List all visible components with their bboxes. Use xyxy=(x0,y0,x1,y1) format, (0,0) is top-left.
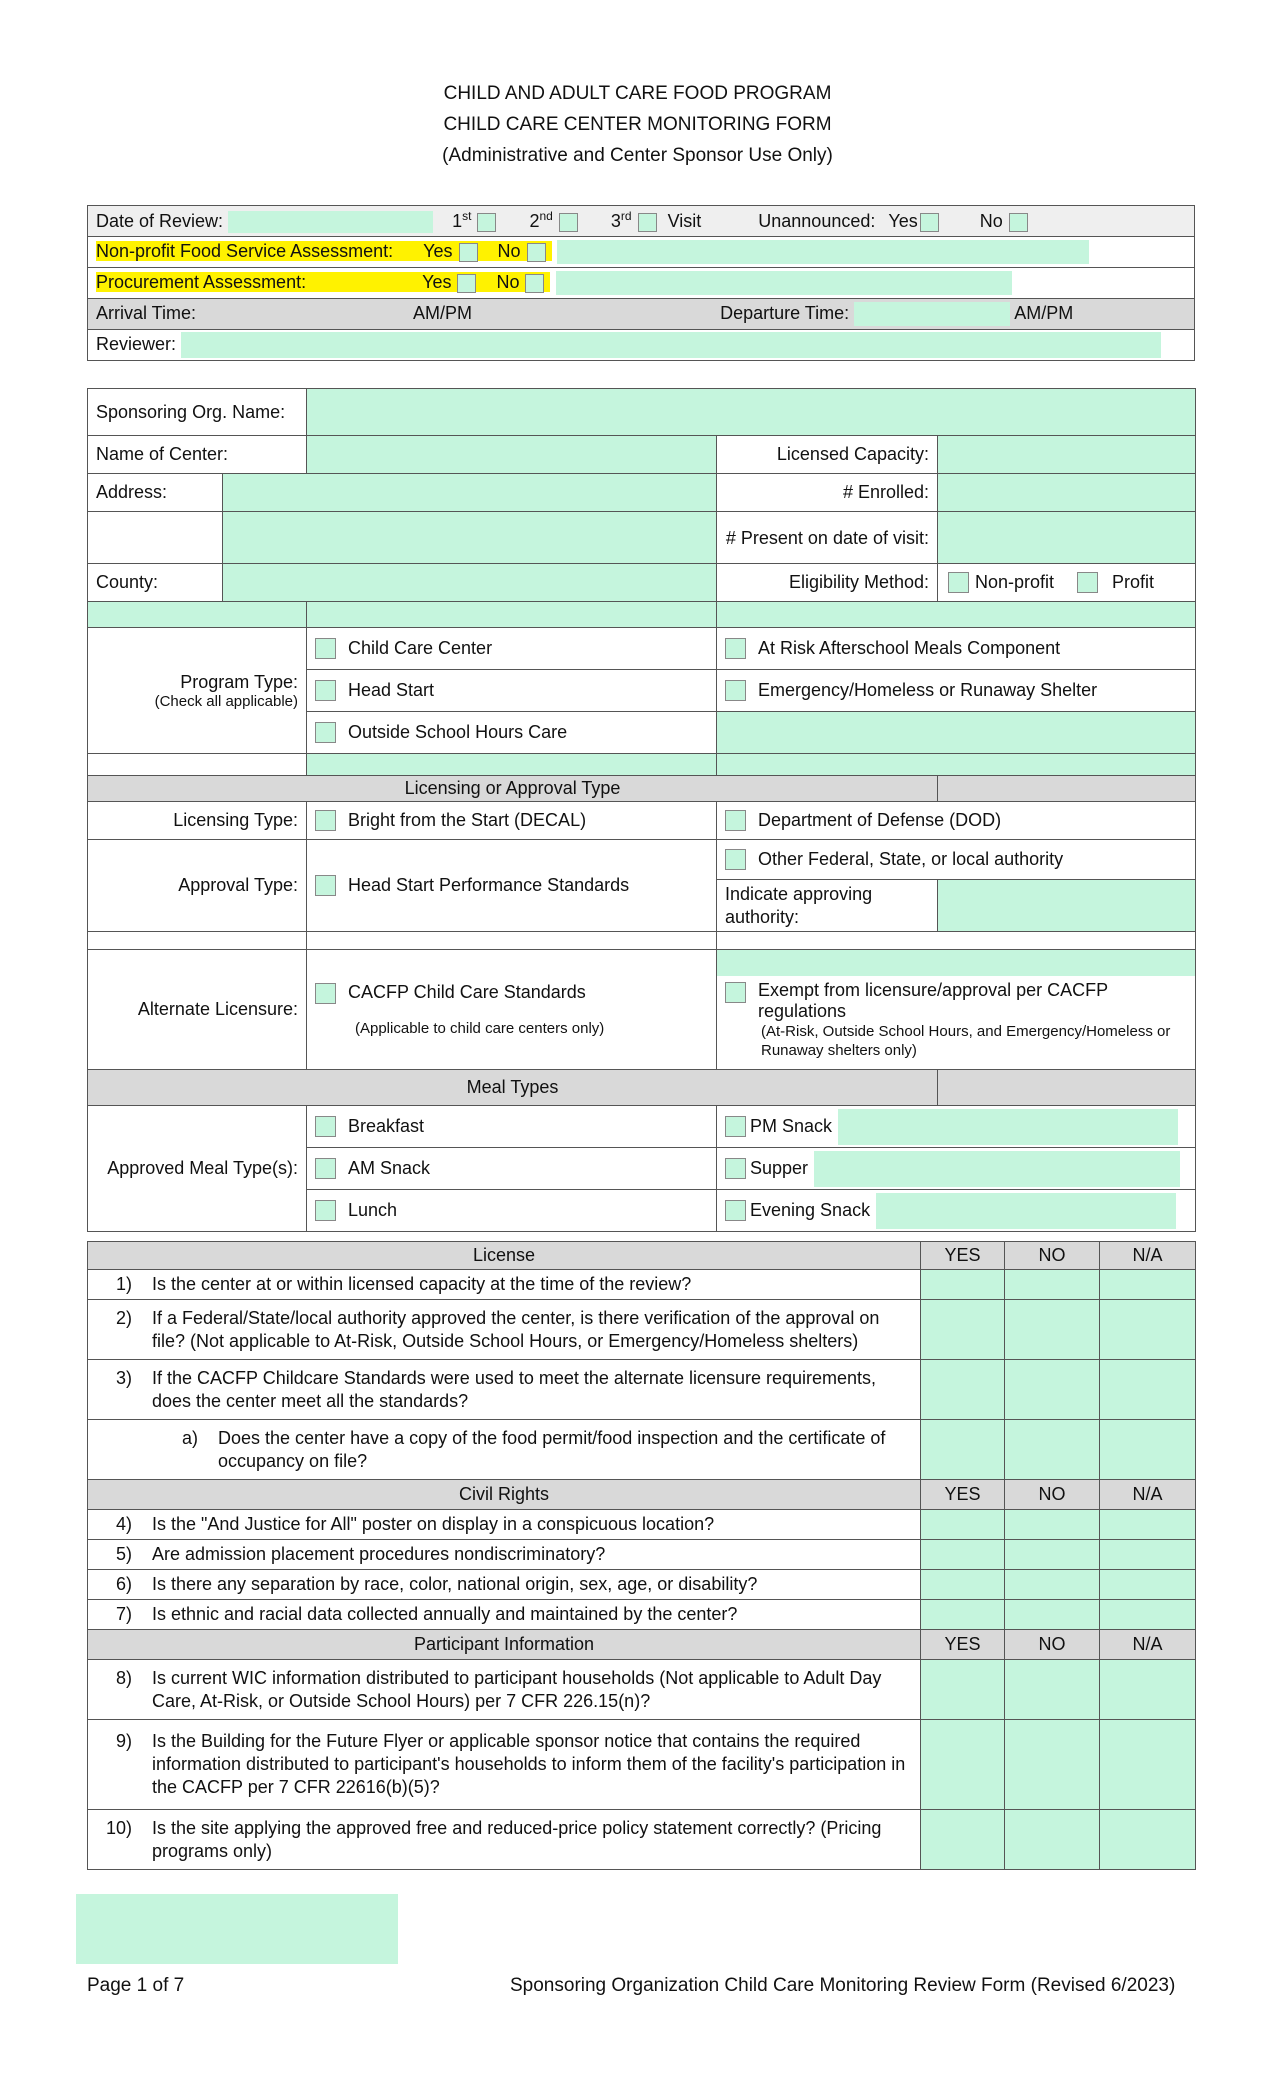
visit-1-label: 1st xyxy=(452,208,472,231)
spacer-row-2 xyxy=(88,754,1196,776)
pm-snack-option xyxy=(717,1106,1196,1148)
q2-na[interactable] xyxy=(1100,1300,1196,1360)
question-number: 6) xyxy=(115,1574,132,1594)
indicate-authority-field[interactable] xyxy=(938,880,1196,932)
spacer-row-3 xyxy=(88,932,1196,950)
nonprofit-option-label: Non-profit xyxy=(975,571,1055,592)
procurement-assessment-label: Procurement Assessment: Yes No xyxy=(96,272,550,292)
q1-yes[interactable] xyxy=(921,1270,1005,1300)
question-text: Is the "And Justice for All" poster on display in a conspicuous location? xyxy=(152,1514,715,1534)
lunch-checkbox[interactable] xyxy=(315,1200,336,1221)
reviewer-field[interactable] xyxy=(181,332,1161,358)
program-row-1 xyxy=(88,628,1196,670)
civil-rights-section-header xyxy=(88,1480,1196,1510)
question-text: If the CACFP Childcare Standards were used to meet the alternate licensure requirements, does the center meet all the standards? xyxy=(152,1367,877,1411)
evening-snack-checkbox[interactable] xyxy=(725,1200,746,1221)
procurement-assessment-field[interactable] xyxy=(556,271,1012,295)
question-text: Is there any separation by race, color, national origin, sex, age, or disability? xyxy=(152,1574,758,1594)
county-row xyxy=(88,564,1196,602)
enrolled-field[interactable] xyxy=(938,474,1196,512)
question-number: 2) xyxy=(115,1307,132,1328)
cacfp-standards-note: (Applicable to child care centers only) xyxy=(355,1019,605,1037)
na-column-header: N/A xyxy=(1100,1242,1196,1270)
visit-3-label: 3rd xyxy=(610,208,632,231)
q3a-no[interactable] xyxy=(1005,1420,1100,1480)
spacer-cell xyxy=(307,602,717,628)
yes-column-header: YES xyxy=(921,1242,1005,1270)
question-text: Does the center have a copy of the food permit/food inspection and the certificate of occupancy on file? xyxy=(218,1427,886,1471)
head-start-label: Head Start xyxy=(348,679,435,700)
exempt-note: (At-Risk, Outside School Hours, and Emergency/Homeless or Runaway shelters only) xyxy=(761,1023,1171,1059)
q6-yes[interactable] xyxy=(921,1570,1005,1600)
spacer-row-1 xyxy=(88,602,1196,628)
licensing-section-title: Licensing or Approval Type xyxy=(88,776,938,802)
no-column-header: NO xyxy=(1005,1630,1100,1660)
q4-no[interactable] xyxy=(1005,1510,1100,1540)
question-text: Is the center at or within licensed capacity at the time of the review? xyxy=(152,1274,692,1294)
lunch-option xyxy=(307,1190,717,1232)
reviewer-row xyxy=(88,330,1195,361)
date-of-review-row xyxy=(88,206,1195,237)
supper-option xyxy=(717,1148,1196,1190)
q2-no[interactable] xyxy=(1005,1300,1100,1360)
dod-label: Department of Defense (DOD) xyxy=(758,809,1002,830)
q7-no[interactable] xyxy=(1005,1600,1100,1630)
departure-time-field[interactable] xyxy=(854,302,1010,326)
meal-section-header xyxy=(88,1070,1196,1106)
q9-yes[interactable] xyxy=(921,1720,1005,1810)
procurement-no-checkbox[interactable] xyxy=(525,274,544,293)
q6-no[interactable] xyxy=(1005,1570,1100,1600)
eligibility-options xyxy=(938,564,1196,602)
pm-snack-field[interactable] xyxy=(838,1109,1178,1145)
meal-row-1 xyxy=(88,1106,1196,1148)
unannounced-no-checkbox[interactable] xyxy=(1009,213,1028,232)
question-row xyxy=(88,1360,1196,1420)
q10-na[interactable] xyxy=(1100,1810,1196,1870)
question-row xyxy=(88,1570,1196,1600)
q6-na[interactable] xyxy=(1100,1570,1196,1600)
header-program-title: CHILD AND ADULT CARE FOOD PROGRAM xyxy=(443,83,832,104)
question-text: Is the site applying the approved free and reduced-price policy statement correctly? (Pricing programs only) xyxy=(152,1817,882,1861)
lunch-label: Lunch xyxy=(348,1199,398,1220)
exempt-option xyxy=(717,950,1196,1070)
q1-na[interactable] xyxy=(1100,1270,1196,1300)
address-blank-cell xyxy=(88,512,223,564)
bright-option xyxy=(307,802,717,840)
at-risk-option xyxy=(717,628,1196,670)
q9-no[interactable] xyxy=(1005,1720,1100,1810)
alternate-licensure-label: Alternate Licensure: xyxy=(88,950,307,1070)
bright-label: Bright from the Start (DECAL) xyxy=(348,809,587,830)
breakfast-option xyxy=(307,1106,717,1148)
q3a-na[interactable] xyxy=(1100,1420,1196,1480)
nonprofit-assessment-row xyxy=(88,237,1195,268)
departure-time-label: Departure Time: xyxy=(720,302,850,323)
question-number: 8) xyxy=(115,1667,132,1688)
q3-no[interactable] xyxy=(1005,1360,1100,1420)
approved-meal-label: Approved Meal Type(s): xyxy=(88,1106,307,1232)
procurement-yes-checkbox[interactable] xyxy=(457,274,476,293)
supper-label: Supper xyxy=(750,1157,809,1178)
visit-1-checkbox[interactable] xyxy=(477,213,496,232)
evening-snack-field[interactable] xyxy=(876,1193,1176,1229)
head-start-checkbox[interactable] xyxy=(315,680,336,701)
licensing-section-header xyxy=(88,776,1196,802)
question-row xyxy=(88,1660,1196,1720)
date-of-review-field[interactable] xyxy=(228,211,433,233)
q5-na[interactable] xyxy=(1100,1540,1196,1570)
q2-yes[interactable] xyxy=(921,1300,1005,1360)
unannounced-no-label: No xyxy=(979,210,1003,231)
q8-yes[interactable] xyxy=(921,1660,1005,1720)
program-extra-field[interactable] xyxy=(717,712,1196,754)
question-number: 4) xyxy=(115,1514,132,1534)
breakfast-label: Breakfast xyxy=(348,1115,425,1136)
program-type-label-cell xyxy=(88,628,307,754)
civil-rights-section-title: Civil Rights xyxy=(88,1480,921,1510)
q8-na[interactable] xyxy=(1100,1660,1196,1720)
q5-no[interactable] xyxy=(1005,1540,1100,1570)
spacer-cell xyxy=(307,932,717,950)
eligibility-method-label: Eligibility Method: xyxy=(717,564,938,602)
breakfast-checkbox[interactable] xyxy=(315,1116,336,1137)
reviewer-label: Reviewer: xyxy=(96,333,177,354)
sponsor-name-label: Sponsoring Org. Name: xyxy=(88,389,307,436)
q5-yes[interactable] xyxy=(921,1540,1005,1570)
outside-school-checkbox[interactable] xyxy=(315,722,336,743)
center-name-label: Name of Center: xyxy=(88,436,307,474)
sponsor-name-field[interactable] xyxy=(307,389,1196,436)
at-risk-checkbox[interactable] xyxy=(725,638,746,659)
am-snack-checkbox[interactable] xyxy=(315,1158,336,1179)
question-number: 5) xyxy=(115,1544,132,1564)
q8-no[interactable] xyxy=(1005,1660,1100,1720)
q10-no[interactable] xyxy=(1005,1810,1100,1870)
questions-table xyxy=(87,1241,1196,1870)
spacer-field-1[interactable] xyxy=(88,602,307,628)
nonprofit-no-checkbox[interactable] xyxy=(527,243,546,262)
licensed-capacity-field[interactable] xyxy=(938,436,1196,474)
participant-section-header xyxy=(88,1630,1196,1660)
exempt-label: Exempt from licensure/approval per CACFP regulations xyxy=(758,980,1108,1021)
spacer-cell xyxy=(88,754,307,776)
meal-section-title: Meal Types xyxy=(88,1070,938,1106)
visit-3-checkbox[interactable] xyxy=(638,213,657,232)
present-field[interactable] xyxy=(938,512,1196,564)
program-type-label: Program Type: xyxy=(180,671,298,692)
head-start-standards-label: Head Start Performance Standards xyxy=(348,874,630,895)
nonprofit-assessment-field[interactable] xyxy=(557,240,1089,264)
other-authority-label: Other Federal, State, or local authority xyxy=(758,848,1064,869)
question-number: 1) xyxy=(115,1274,132,1294)
center-info-table xyxy=(87,388,1196,1232)
form-header xyxy=(0,78,1275,171)
unannounced-yes-checkbox[interactable] xyxy=(920,213,939,232)
indicate-authority-label: Indicate approving authority: xyxy=(717,880,938,932)
pm-snack-label: PM Snack xyxy=(750,1115,833,1136)
other-authority-option xyxy=(717,840,1196,880)
head-start-option xyxy=(307,670,717,712)
date-of-review-label: Date of Review: xyxy=(96,210,224,231)
unannounced-label: Unannounced: xyxy=(758,210,876,231)
page-number: Page 1 of 7 xyxy=(87,1975,185,1996)
evening-snack-label: Evening Snack xyxy=(750,1199,871,1220)
visit-2-checkbox[interactable] xyxy=(559,213,578,232)
no-column-header: NO xyxy=(1005,1242,1100,1270)
review-info-table xyxy=(87,205,1195,361)
question-number: a) xyxy=(181,1427,198,1448)
question-row xyxy=(88,1510,1196,1540)
center-name-field[interactable] xyxy=(307,436,717,474)
address-field-line2[interactable] xyxy=(223,512,717,564)
address-label: Address: xyxy=(88,474,223,512)
address-row xyxy=(88,474,1196,512)
spacer-field-2[interactable] xyxy=(717,602,1196,628)
q7-yes[interactable] xyxy=(921,1600,1005,1630)
license-section-header xyxy=(88,1242,1196,1270)
question-row xyxy=(88,1540,1196,1570)
approval-row-1 xyxy=(88,840,1196,880)
question-text: Are admission placement procedures nondiscriminatory? xyxy=(152,1544,606,1564)
bright-checkbox[interactable] xyxy=(315,810,336,831)
program-type-sublabel: (Check all applicable) xyxy=(154,692,298,710)
nonprofit-yes-checkbox[interactable] xyxy=(459,243,478,262)
supper-checkbox[interactable] xyxy=(725,1158,746,1179)
cacfp-standards-checkbox[interactable] xyxy=(315,983,336,1004)
cacfp-standards-label: CACFP Child Care Standards xyxy=(348,982,586,1003)
question-row xyxy=(88,1810,1196,1870)
alternate-licensure-row xyxy=(88,950,1196,1070)
spacer-field-4[interactable] xyxy=(717,754,1196,776)
question-text: Is the Building for the Future Flyer or applicable sponsor notice that contains the required information distributed to participant's households to inform them of the facility's participation in the CACFP per 7 CFR 22616(b)(5)? xyxy=(152,1731,906,1797)
q4-yes[interactable] xyxy=(921,1510,1005,1540)
unannounced-yes-label: Yes xyxy=(888,210,918,231)
question-row xyxy=(88,1420,1196,1480)
address-field-line1[interactable] xyxy=(223,474,717,512)
q4-na[interactable] xyxy=(1100,1510,1196,1540)
center-name-row xyxy=(88,436,1196,474)
supper-field[interactable] xyxy=(814,1151,1180,1187)
question-row xyxy=(88,1300,1196,1360)
head-start-standards-checkbox[interactable] xyxy=(315,875,336,896)
spacer-cell xyxy=(717,932,1196,950)
q10-yes[interactable] xyxy=(921,1810,1005,1870)
present-label: # Present on date of visit: xyxy=(717,512,938,564)
question-number: 3) xyxy=(115,1367,132,1388)
q3-yes[interactable] xyxy=(921,1360,1005,1420)
meal-header-blank xyxy=(938,1070,1196,1106)
header-form-title: CHILD CARE CENTER MONITORING FORM xyxy=(443,114,832,135)
emergency-option xyxy=(717,670,1196,712)
am-snack-option xyxy=(307,1148,717,1190)
cacfp-standards-option xyxy=(307,950,717,1070)
outside-school-label: Outside School Hours Care xyxy=(348,721,568,742)
pm-snack-checkbox[interactable] xyxy=(725,1116,746,1137)
county-field[interactable] xyxy=(223,564,717,602)
no-column-header: NO xyxy=(1005,1480,1100,1510)
question-number: 9) xyxy=(115,1731,132,1751)
licensing-header-blank xyxy=(938,776,1196,802)
at-risk-label: At Risk Afterschool Meals Component xyxy=(758,637,1061,658)
child-care-center-checkbox[interactable] xyxy=(315,638,336,659)
yes-column-header: YES xyxy=(921,1480,1005,1510)
address-line2-row xyxy=(88,512,1196,564)
county-label: County: xyxy=(88,564,223,602)
nonprofit-checkbox[interactable] xyxy=(948,572,969,593)
sponsor-row xyxy=(88,389,1196,436)
q3a-yes[interactable] xyxy=(921,1420,1005,1480)
emergency-checkbox[interactable] xyxy=(725,680,746,701)
q7-na[interactable] xyxy=(1100,1600,1196,1630)
licensed-capacity-label: Licensed Capacity: xyxy=(717,436,938,474)
outside-school-option xyxy=(307,712,717,754)
child-care-center-label: Child Care Center xyxy=(348,637,493,658)
evening-snack-option xyxy=(717,1190,1196,1232)
dod-checkbox[interactable] xyxy=(725,810,746,831)
arrival-time-label: Arrival Time: xyxy=(96,302,197,323)
other-authority-checkbox[interactable] xyxy=(725,849,746,870)
emergency-label: Emergency/Homeless or Runaway Shelter xyxy=(758,679,1098,700)
q9-na[interactable] xyxy=(1100,1720,1196,1810)
visit-2-label: 2nd xyxy=(529,208,553,231)
procurement-assessment-row xyxy=(88,268,1195,299)
participant-section-title: Participant Information xyxy=(88,1630,921,1660)
question-text: Is ethnic and racial data collected annually and maintained by the center? xyxy=(152,1604,738,1624)
licensing-type-row xyxy=(88,802,1196,840)
exempt-checkbox[interactable] xyxy=(725,982,746,1003)
question-row xyxy=(88,1720,1196,1810)
question-text: Is current WIC information distributed to participant households (Not applicable to Adult Day Care, At-Risk, or Outside School Hours) per 7 CFR 226.15(n)? xyxy=(152,1667,882,1711)
spacer-cell xyxy=(88,932,307,950)
footer-note-field[interactable] xyxy=(76,1894,398,1964)
approval-type-label: Approval Type: xyxy=(88,840,307,932)
visit-label: Visit xyxy=(667,210,702,231)
am-snack-label: AM Snack xyxy=(348,1157,431,1178)
question-number: 7) xyxy=(115,1604,132,1624)
license-section-title: License xyxy=(88,1242,921,1270)
na-column-header: N/A xyxy=(1100,1480,1196,1510)
question-number: 10) xyxy=(105,1817,132,1838)
enrolled-label: # Enrolled: xyxy=(717,474,938,512)
form-revision: Sponsoring Organization Child Care Monitoring Review Form (Revised 6/2023) xyxy=(510,1975,1176,1996)
header-usage-note: (Administrative and Center Sponsor Use Only) xyxy=(442,145,833,166)
exempt-extra-field[interactable] xyxy=(717,950,1195,976)
head-start-standards-option xyxy=(307,840,717,932)
question-text: If a Federal/State/local authority approved the center, is there verification of the approval on file? (Not applicable to At-Risk, Outside School Hours, or Emergency/Homeless shelters) xyxy=(152,1307,880,1351)
arrival-departure-row xyxy=(88,299,1195,330)
question-row xyxy=(88,1270,1196,1300)
question-row xyxy=(88,1600,1196,1630)
profit-checkbox[interactable] xyxy=(1077,572,1098,593)
dod-option xyxy=(717,802,1196,840)
arrival-ampm-label: AM/PM xyxy=(413,302,473,323)
profit-option-label: Profit xyxy=(1112,571,1155,592)
licensing-type-label: Licensing Type: xyxy=(88,802,307,840)
q1-no[interactable] xyxy=(1005,1270,1100,1300)
nonprofit-assessment-label: Non-profit Food Service Assessment: Yes No xyxy=(96,241,552,261)
yes-column-header: YES xyxy=(921,1630,1005,1660)
spacer-field-3[interactable] xyxy=(307,754,717,776)
child-care-center-option xyxy=(307,628,717,670)
departure-ampm-label: AM/PM xyxy=(1014,302,1074,323)
na-column-header: N/A xyxy=(1100,1630,1196,1660)
q3-na[interactable] xyxy=(1100,1360,1196,1420)
